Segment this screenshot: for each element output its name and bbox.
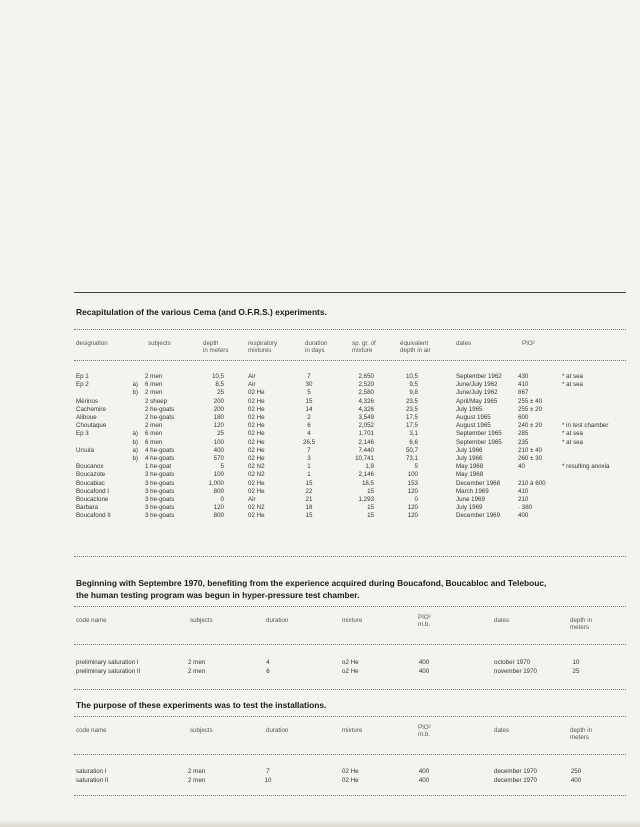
cell-duration: 3 <box>307 455 311 462</box>
cell-pio: 400 <box>518 512 529 520</box>
cell-duration: 22 <box>305 487 313 495</box>
cell-pio: 400 <box>418 668 430 675</box>
s2-header-mixture: mixture <box>342 617 363 624</box>
cell-pio: 210 ± 40 <box>518 446 543 454</box>
cell-subjects: 2 men <box>145 373 163 380</box>
cell-mixture: Air <box>248 381 256 389</box>
cell-date: April/May 1965 <box>456 397 498 405</box>
cell-equiv: 5 <box>414 463 418 471</box>
s3-header-pio: PIO² m.b. <box>418 724 431 738</box>
cell-equiv: 120 <box>407 487 418 495</box>
cell-code: saturation II <box>76 777 109 784</box>
cell-designation: Cachemire <box>76 405 106 413</box>
s3-header-dates: dates <box>494 727 510 734</box>
cell-equiv: 73,1 <box>405 455 418 462</box>
cell-date: June/July 1962 <box>456 381 498 389</box>
cell-duration: 15 <box>305 479 313 487</box>
cell-depth: 400 <box>213 446 224 454</box>
s3-header-code: code name <box>76 727 107 734</box>
cell-pio: 410 <box>518 381 529 389</box>
cell-subjects: 3 he-goats <box>145 496 175 503</box>
cell-mixture: 02 He <box>342 777 359 784</box>
cell-mixture: 02 He <box>342 768 359 775</box>
cell-duration: 21 <box>305 496 313 503</box>
cell-pio: 410 <box>518 487 529 495</box>
cell-date: March 1969 <box>456 487 489 495</box>
cell-depth: 100 <box>213 438 224 446</box>
cell-subjects: 1 he-goat <box>145 463 172 471</box>
cell-tag: b) <box>132 389 138 397</box>
cell-pio: 285 <box>518 430 529 438</box>
header-pio: PIO² <box>522 340 535 347</box>
cell-tag: a) <box>132 446 138 454</box>
cell-tag: a) <box>132 381 138 389</box>
cell-equiv: 153 <box>407 479 418 487</box>
cell-spgr: 3,549 <box>358 414 374 421</box>
s3-header-depth: depth in meters <box>570 727 593 741</box>
cell-duration: 15 <box>305 397 313 405</box>
cell-subjects: 2 he-goats <box>145 414 175 421</box>
s2-header-depth: depth in meters <box>570 617 593 631</box>
cell-date: August 1965 <box>456 414 491 421</box>
section2-header-rule-bottom <box>74 644 626 645</box>
cell-designation: Boucafond II <box>76 512 111 520</box>
table1-bottom-rule <box>74 556 626 557</box>
cell-pio: · 380 <box>518 504 533 512</box>
cell-mixture: o2 He <box>342 668 359 675</box>
cell-depth: 250 <box>570 768 582 775</box>
cell-mixture: 02 N2 <box>248 504 265 512</box>
cell-note: * at sea <box>562 381 583 389</box>
cell-code: saturation I <box>76 768 107 775</box>
cell-equiv: 6,6 <box>409 438 418 446</box>
cell-spgr: 2,052 <box>358 422 374 430</box>
cell-date: october 1970 <box>494 659 531 666</box>
cell-date: July 1965 <box>456 405 483 413</box>
cell-tag: a) <box>132 430 138 438</box>
section2-bottom-rule <box>74 689 626 690</box>
cell-date: May 1968 <box>456 471 484 479</box>
cell-date: December 1968 <box>456 479 501 487</box>
cell-depth: 0 <box>220 496 224 503</box>
header-mixtures: respiratory mixtures <box>248 340 278 354</box>
cell-subjects: 6 men <box>145 438 163 446</box>
cell-depth: 1,000 <box>208 479 224 487</box>
cell-depth: 800 <box>213 512 224 520</box>
cell-code: preliminary saturation II <box>76 668 141 675</box>
cell-subjects: 3 he-goats <box>145 504 175 512</box>
cell-subjects: 2 men <box>188 668 206 675</box>
cell-duration: 1 <box>307 463 311 471</box>
cell-subjects: 3 he-goats <box>145 512 175 520</box>
cell-equiv: 3,1 <box>409 430 418 438</box>
cell-mixture: 02 He <box>248 479 265 487</box>
cell-spgr: 2,580 <box>358 389 374 397</box>
cell-date: december 1970 <box>494 768 537 775</box>
cell-depth: 10 <box>572 659 580 666</box>
cell-duration: 14 <box>305 405 313 413</box>
cell-note: * resulting anoxia <box>562 463 610 471</box>
cell-depth: 120 <box>213 422 224 430</box>
cell-subjects: 3 he-goats <box>145 479 175 487</box>
cell-subjects: 2 sheep <box>145 397 168 405</box>
header-equiv: équivalent depth in air <box>400 340 431 354</box>
header-depth: depth in meters <box>203 340 229 354</box>
cell-designation: Boucanox <box>76 463 104 471</box>
cell-pio: 210 <box>518 496 529 503</box>
cell-equiv: 10,5 <box>405 373 418 380</box>
cell-pio: 400 <box>418 777 430 784</box>
cell-pio: 600 <box>518 414 529 421</box>
s2-header-subjects: subjects <box>190 617 213 624</box>
s3-header-duration: duration <box>266 727 289 734</box>
section3-header-rule-bottom <box>74 754 626 755</box>
cell-duration: 4 <box>307 430 311 438</box>
cell-mixture: 02 He <box>248 455 265 462</box>
cell-subjects: 4 he-goats <box>145 446 175 454</box>
cell-depth: 5 <box>220 463 224 471</box>
cell-depth: 8,5 <box>215 381 224 389</box>
cell-mixture: 02 N2 <box>248 463 265 471</box>
cell-date: november 1970 <box>494 668 537 675</box>
cell-subjects: 6 men <box>145 381 163 389</box>
s2-header-code: code name <box>76 617 107 624</box>
cell-designation: Barbara <box>76 504 99 512</box>
page-bottom-edge <box>0 819 640 827</box>
cell-date: June 1969 <box>456 496 485 503</box>
cell-subjects: 3 he-goats <box>145 471 175 479</box>
cell-spgr: 15 <box>367 512 374 520</box>
section2-title-line2: the human testing program was begun in hyper-pressure test chamber. <box>76 590 360 600</box>
cell-pio: 240 ± 20 <box>518 422 543 430</box>
cell-pio: 210 à 600 <box>518 479 546 487</box>
cell-depth: 25 <box>572 668 580 675</box>
cell-equiv: 0 <box>414 496 418 503</box>
header-duration: duration in days <box>305 340 328 354</box>
cell-mixture: 02 N2 <box>248 471 265 479</box>
cell-depth: 570 <box>213 455 224 462</box>
cell-equiv: 50,7 <box>405 446 418 454</box>
header-dates: dates <box>456 340 472 347</box>
cell-spgr: 10,741 <box>355 455 374 462</box>
header-subjects: subjects <box>148 340 171 347</box>
cell-note: * in test chamber <box>562 422 609 430</box>
section3-header-rule-top <box>74 716 626 717</box>
section3-bottom-rule <box>74 795 626 796</box>
cell-duration: 30 <box>305 381 313 389</box>
cell-equiv: 120 <box>407 504 418 512</box>
cell-duration: 6 <box>266 668 270 675</box>
cell-note: * at sea <box>562 430 583 438</box>
cell-spgr: 7,440 <box>358 446 374 454</box>
cell-date: May 1968 <box>456 463 484 471</box>
cell-depth: 25 <box>217 430 224 438</box>
cell-duration: 7 <box>307 373 311 380</box>
cell-date: July 1966 <box>456 446 483 454</box>
cell-designation: Mérinos <box>76 397 99 405</box>
cell-pio: 255 ± 40 <box>518 397 543 405</box>
cell-depth: 180 <box>213 414 224 421</box>
cell-equiv: 17,5 <box>405 422 418 430</box>
cell-duration: 18 <box>305 504 313 512</box>
cell-duration: 1 <box>307 471 311 479</box>
cell-subjects: 2 men <box>188 777 206 784</box>
cell-duration: 6 <box>307 422 311 430</box>
cell-equiv: 9,8 <box>409 389 418 397</box>
cell-equiv: 9,5 <box>409 381 418 389</box>
cell-note: * at sea <box>562 438 583 446</box>
cell-designation: Boucaclone <box>76 496 109 503</box>
cell-spgr: 4,326 <box>358 397 374 405</box>
cell-note: * at sea <box>562 373 583 380</box>
cell-subjects: 3 he-goats <box>145 487 175 495</box>
header-designation: designation <box>76 340 108 347</box>
cell-mixture: 02 He <box>248 397 265 405</box>
cell-subjects: 2 men <box>145 422 163 430</box>
cell-date: September 1965 <box>456 430 502 438</box>
cell-subjects: 2 he-goats <box>145 405 175 413</box>
cell-mixture: Air <box>248 373 256 380</box>
cell-mixture: 02 He <box>248 414 265 421</box>
cell-equiv: 100 <box>407 471 418 479</box>
cell-spgr: 4,326 <box>358 405 374 413</box>
cell-pio: 867 <box>518 389 529 397</box>
cell-mixture: 02 He <box>248 430 265 438</box>
cell-pio: 430 <box>518 373 529 380</box>
top-rule <box>74 292 626 293</box>
cell-spgr: 15 <box>367 504 374 512</box>
cell-designation: Ep 1 <box>76 373 89 380</box>
cell-pio: 235 <box>518 438 529 446</box>
cell-designation: Boucabiac <box>76 479 105 487</box>
cell-pio: 260 ± 30 <box>518 455 543 462</box>
s2-header-duration: duration <box>266 617 289 624</box>
cell-mixture: 02 He <box>248 405 265 413</box>
cell-date: July 1969 <box>456 504 483 512</box>
cell-mixture: o2 He <box>342 659 359 666</box>
cell-designation: Ep 3 <box>76 430 89 438</box>
cell-depth: 800 <box>213 487 224 495</box>
cell-designation: Ep 2 <box>76 381 89 389</box>
cell-subjects: 2 men <box>188 768 206 775</box>
cell-designation: Boucafond I <box>76 487 110 495</box>
cell-depth: 400 <box>570 777 582 784</box>
cell-equiv: 23,5 <box>405 397 418 405</box>
cell-subjects: 6 men <box>145 430 163 438</box>
cell-mixture: 02 He <box>248 512 265 520</box>
cell-duration: 26,5 <box>302 438 316 446</box>
cell-depth: 10,5 <box>211 373 224 380</box>
cell-duration: 2 <box>307 414 311 421</box>
section3-title: The purpose of these experiments was to test the installations. <box>76 700 327 710</box>
table1-header-rule-top <box>74 329 626 330</box>
cell-tag: b) <box>132 438 138 446</box>
cell-equiv: 17,5 <box>405 414 418 421</box>
cell-subjects: 4 he-goats <box>145 455 175 462</box>
cell-spgr: 1,293 <box>358 496 374 503</box>
cell-depth: 200 <box>213 405 224 413</box>
cell-duration: 5 <box>307 389 311 397</box>
cell-pio: 400 <box>418 659 430 666</box>
cell-spgr: 2,146 <box>358 471 374 479</box>
cell-spgr: 15 <box>367 487 374 495</box>
header-spgr: sp. gr. of mixture <box>352 340 376 354</box>
cell-spgr: 2,146 <box>358 438 374 446</box>
cell-mixture: 02 He <box>248 438 265 446</box>
cell-date: July 1966 <box>456 455 483 462</box>
cell-date: December 1969 <box>456 512 501 520</box>
cell-mixture: Air <box>248 496 256 503</box>
cell-subjects: 2 men <box>188 659 206 666</box>
cell-equiv: 120 <box>407 512 418 520</box>
cell-mixture: 02 He <box>248 446 265 454</box>
cell-date: September 1965 <box>456 438 502 446</box>
cell-duration: 15 <box>305 512 313 520</box>
cell-designation: Aliboue <box>76 414 97 421</box>
cell-duration: 10 <box>264 777 272 784</box>
cell-spgr: 1,701 <box>358 430 374 438</box>
section2-header-rule-top <box>74 606 626 607</box>
cell-spgr: 2,650 <box>358 373 374 380</box>
cell-subjects: 2 men <box>145 389 163 397</box>
cell-designation: Choutaque <box>76 422 107 430</box>
cell-date: June/July 1962 <box>456 389 498 397</box>
cell-duration: 7 <box>266 768 270 775</box>
cell-code: preliminary saturation I <box>76 659 139 666</box>
cell-mixture: 02 He <box>248 422 265 430</box>
cell-date: August 1965 <box>456 422 491 430</box>
cell-spgr: 2,520 <box>358 381 374 389</box>
cell-tag: b) <box>132 455 138 462</box>
cell-date: September 1962 <box>456 373 502 380</box>
table1-header-rule-bottom <box>74 360 626 361</box>
cell-mixture: 02 He <box>248 389 265 397</box>
cell-duration: 7 <box>307 446 311 454</box>
cell-depth: 120 <box>213 504 224 512</box>
cell-pio: 255 ± 20 <box>518 405 543 413</box>
cell-designation: Boucazote <box>76 471 106 479</box>
s3-header-mixture: mixture <box>342 727 363 734</box>
cell-pio: 40 <box>518 463 525 471</box>
cell-spgr: 18,5 <box>361 479 374 487</box>
cell-duration: 4 <box>266 659 270 666</box>
cell-date: december 1970 <box>494 777 537 784</box>
s2-header-dates: dates <box>494 617 510 624</box>
cell-designation: Ursula <box>76 446 94 454</box>
cell-pio: 400 <box>418 768 430 775</box>
table1-title: Recapitulation of the various Cema (and O.F.R.S.) experiments. <box>76 307 327 317</box>
cell-spgr: 1,9 <box>365 463 374 471</box>
cell-mixture: 02 He <box>248 487 265 495</box>
cell-depth: 200 <box>213 397 224 405</box>
section2-title-line1: Beginning with Septembre 1970, benefiting from the experience acquired during Boucafond, Boucabloc and Telebouc, <box>76 578 547 588</box>
cell-depth: 100 <box>213 471 224 479</box>
s2-header-pio: PIO² m.b. <box>418 614 431 628</box>
cell-depth: 25 <box>217 389 224 397</box>
s3-header-subjects: subjects <box>190 727 213 734</box>
cell-equiv: 23,5 <box>405 405 418 413</box>
